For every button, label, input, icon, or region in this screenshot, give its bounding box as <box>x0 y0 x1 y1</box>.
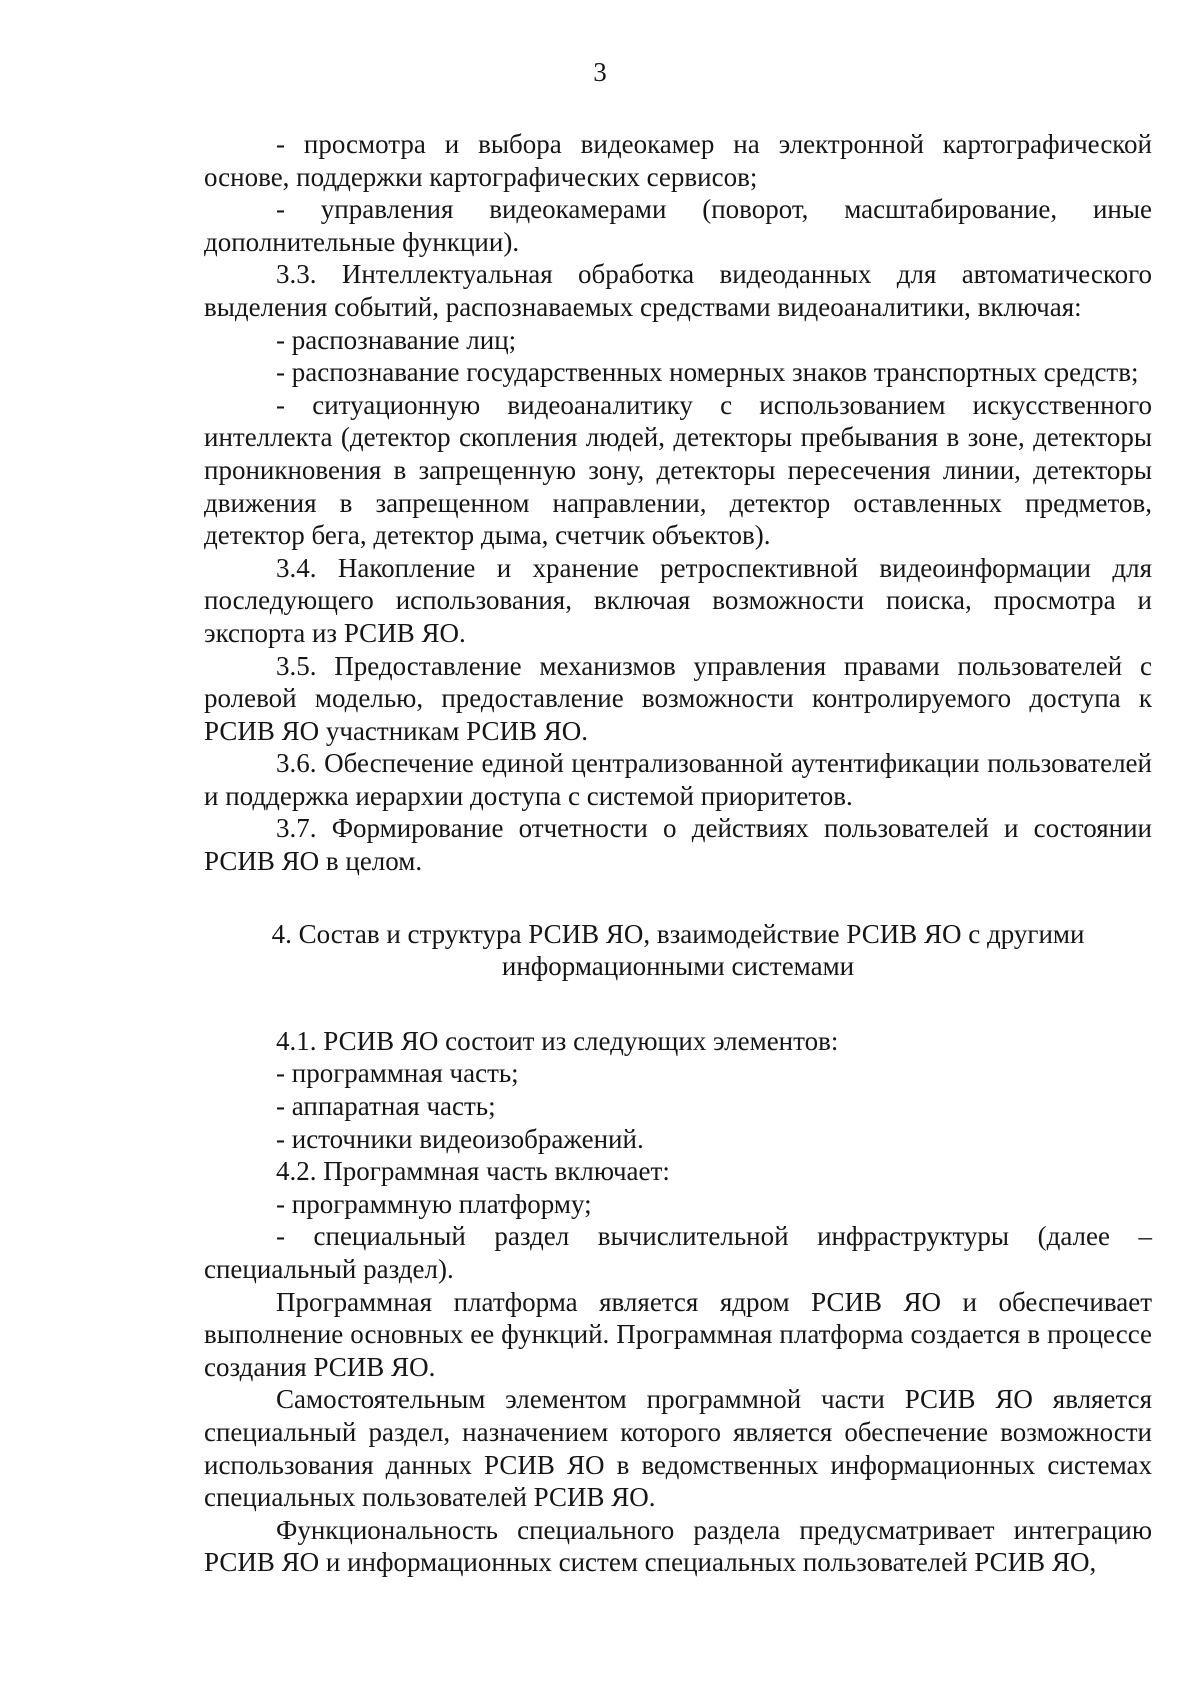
paragraph: - просмотра и выбора видеокамер на электронной картографической основе, поддержки картографических сервисов; <box>204 129 1152 192</box>
document-body <box>204 128 1152 1579</box>
paragraph: 4.2. Программная часть включает: <box>276 1156 670 1187</box>
paragraph: - распознавание лиц; <box>276 324 517 355</box>
section-heading: 4. Состав и структура РСИВ ЯО, взаимодействие РСИВ ЯО с другими информационными системами <box>271 918 1085 982</box>
paragraph: - программную платформу; <box>276 1188 592 1219</box>
paragraph: - программная часть; <box>276 1058 519 1089</box>
paragraph: 3.6. Обеспечение единой централизованной аутентификации пользователей и поддержка иерархии доступа с системой приоритетов. <box>204 748 1152 811</box>
paragraph: - специальный раздел вычислительной инфраструктуры (далее – специальный раздел). <box>204 1221 1152 1284</box>
paragraph: 3.7. Формирование отчетности о действиях пользователей и состоянии РСИВ ЯО в целом. <box>204 813 1152 877</box>
paragraph: - распознавание государственных номерных знаков транспортных средств; <box>276 357 1139 388</box>
paragraph: - аппаратная часть; <box>276 1091 496 1122</box>
paragraph: 4.1. РСИВ ЯО состоит из следующих элементов: <box>276 1025 839 1056</box>
paragraph: 3.5. Предоставление механизмов управления правами пользователей с ролевой моделью, предоставление возможности контролируемого доступа к РСИВ ЯО участникам РСИВ ЯО. <box>204 650 1152 746</box>
page-number: 3 <box>593 57 607 87</box>
paragraph: Самостоятельным элементом программной части РСИВ ЯО является специальный раздел, назначением которого является обеспечение возможности использования данных РСИВ ЯО в ведомственных информационных системах специальных пользователей РСИВ ЯО. <box>204 1384 1152 1513</box>
paragraph: Программная платформа является ядром РСИВ ЯО и обеспечивает выполнение основных ее функций. Программная платформа создается в процессе создания РСИВ ЯО. <box>204 1286 1152 1382</box>
paragraph: Функциональность специального раздела предусматривает интеграцию РСИВ ЯО и информационных систем специальных пользователей РСИВ ЯО, <box>204 1514 1152 1578</box>
paragraph: 3.3. Интеллектуальная обработка видеоданных для автоматического выделения событий, распознаваемых средствами видеоаналитики, включая: <box>204 259 1152 322</box>
paragraph: 3.4. Накопление и хранение ретроспективной видеоинформации для последующего использования, включая возможности поиска, просмотра и экспорта из РСИВ ЯО. <box>204 552 1152 648</box>
paragraph: - управления видеокамерами (поворот, масштабирование, иные дополнительные функции). <box>204 194 1152 257</box>
paragraph: - источники видеоизображений. <box>276 1123 644 1154</box>
paragraph: - ситуационную видеоаналитику с использованием искусственного интеллекта (детектор скопления людей, детекторы пребывания в зоне, детекторы проникновения в запрещенную зону, детекторы пересечения линии, детекторы движения в запрещенном направлении, детектор оставленных предметов, детектор бега, детектор дыма, счетчик объектов). <box>204 389 1152 551</box>
